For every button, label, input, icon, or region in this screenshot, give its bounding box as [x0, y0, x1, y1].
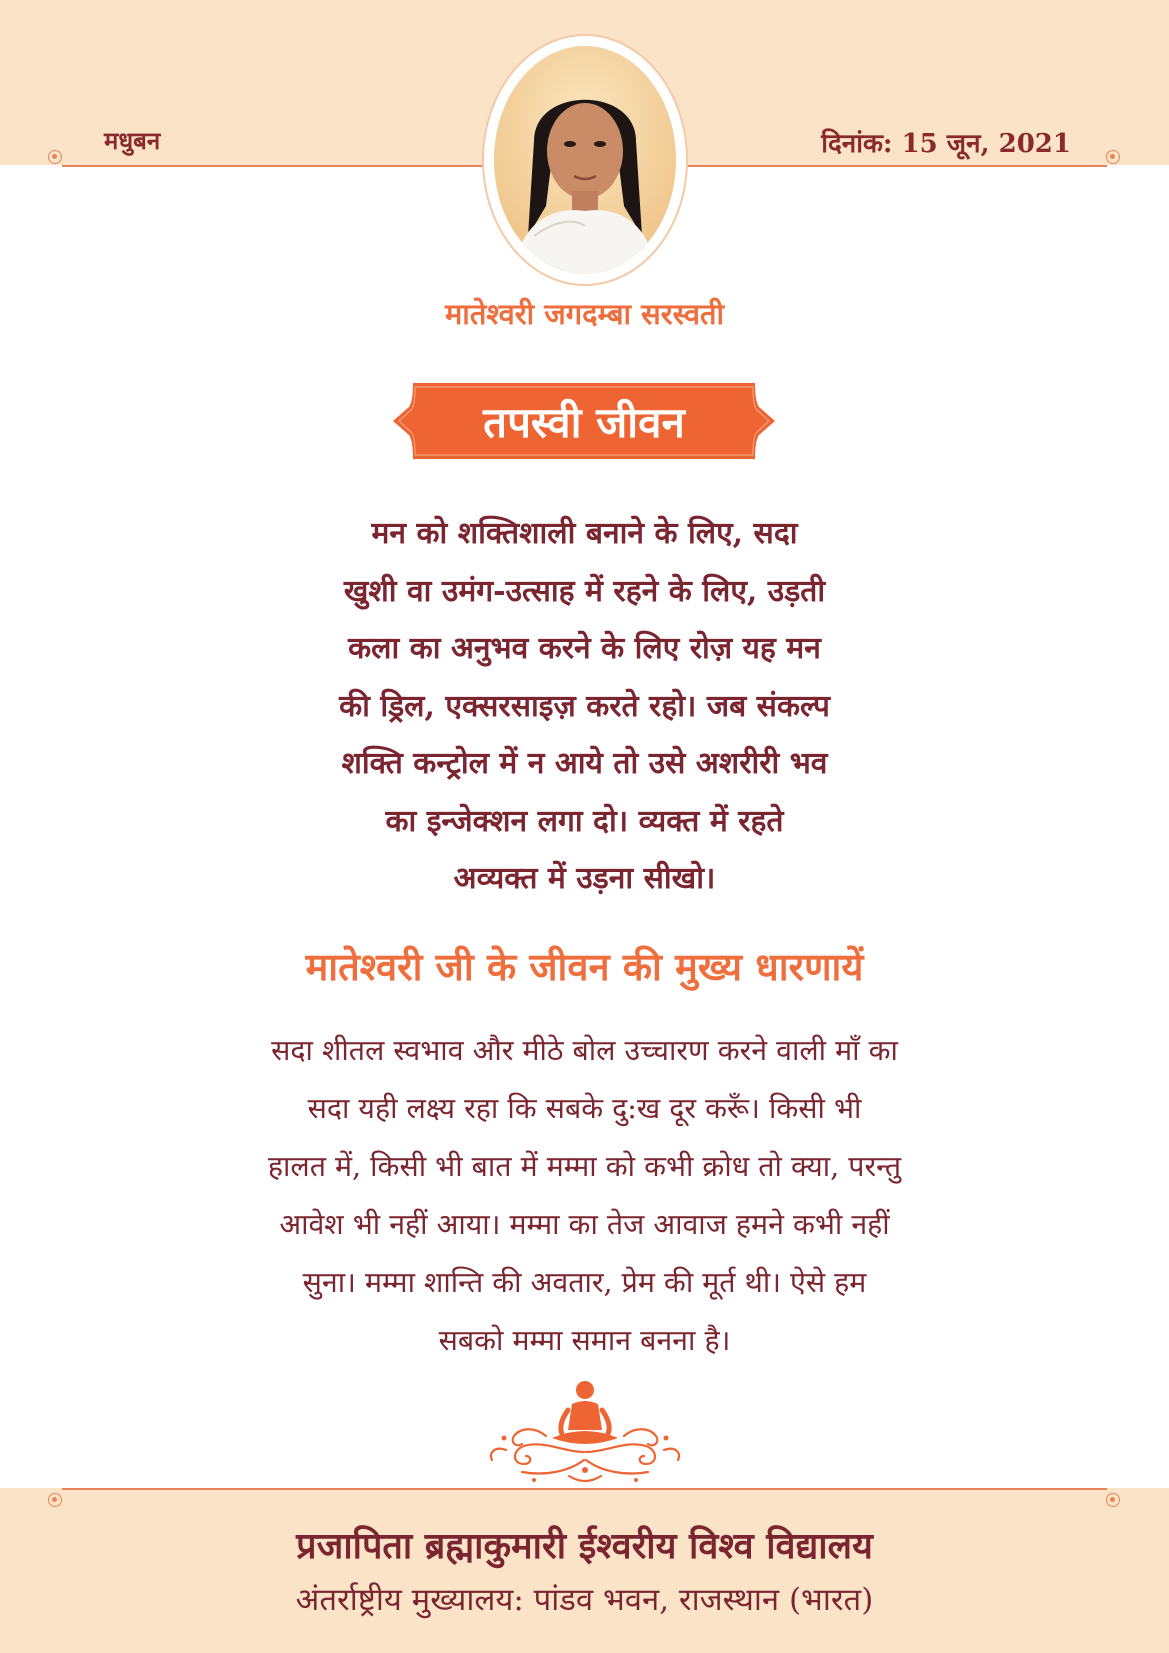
paragraph-line: सदा शीतल स्वभाव और मीठे बोल उच्चारण करने वाली माँ का [271, 1034, 898, 1067]
paragraph-line: सदा यही लक्ष्य रहा कि सबके दु:ख दूर करूँ। किसी भी [307, 1092, 862, 1125]
quote-line: खुशी वा उमंग-उत्साह में रहने के लिए, उड़ती [343, 573, 826, 609]
paragraph-line: हालत में, किसी भी बात में मम्मा को कभी क्रोध तो क्या, परन्तु [267, 1150, 902, 1183]
header-rule-right [684, 165, 1107, 167]
quote-line: शक्ति कन्ट्रोल में न आये तो उसे अशरीरी भव [341, 746, 828, 781]
swirl-icon [1106, 150, 1120, 164]
banner-title: तपस्वी जीवन [483, 397, 685, 447]
quote-line: कला का अनुभव करने के लिए रोज़ यह मन [348, 631, 821, 666]
portrait-caption: मातेश्वरी जगदम्बा सरस्वती [444, 297, 725, 331]
footer-title: प्रजापिता ब्रह्माकुमारी ईश्वरीय विश्व विद्यालय [296, 1525, 873, 1567]
footer-band [0, 1488, 1169, 1653]
swirl-icon [1106, 1493, 1120, 1507]
swirl-icon [48, 150, 62, 164]
meditation-icon [484, 1380, 686, 1488]
paragraph-line: आवेश भी नहीं आया। मम्मा का तेज आवाज हमने कभी नहीं [279, 1208, 890, 1241]
section-paragraph [170, 1022, 999, 1370]
portrait-image [494, 46, 676, 274]
section-heading: मातेश्वरी जी के जीवन की मुख्य धारणायें [305, 944, 864, 989]
quote-block [240, 505, 929, 908]
quote-line: अव्यक्त में उड़ना सीखो। [453, 861, 716, 896]
quote-line: मन को शक्तिशाली बनाने के लिए, सदा [371, 516, 798, 551]
date-label: दिनांक: 15 जून, 2021 [821, 129, 1071, 159]
footer-rule [62, 1488, 1107, 1490]
paragraph-line: सबको मम्मा समान बनना है। [438, 1324, 731, 1357]
quote-line: की ड्रिल, एक्सरसाइज़ करते रहो। जब संकल्प [339, 688, 830, 724]
header-rule-left [62, 165, 487, 167]
swirl-icon [48, 1493, 62, 1507]
quote-line: का इन्जेक्शन लगा दो। व्यक्त में रहते [385, 803, 784, 839]
title-banner [393, 383, 775, 459]
footer-subtitle: अंतर्राष्ट्रीय मुख्यालय: पांडव भवन, राजस्थान (भारत) [295, 1582, 874, 1618]
place-label: मधुबन [104, 126, 161, 155]
paragraph-line: सुना। मम्मा शान्ति की अवतार, प्रेम की मूर्त थी। ऐसे हम [302, 1266, 867, 1299]
